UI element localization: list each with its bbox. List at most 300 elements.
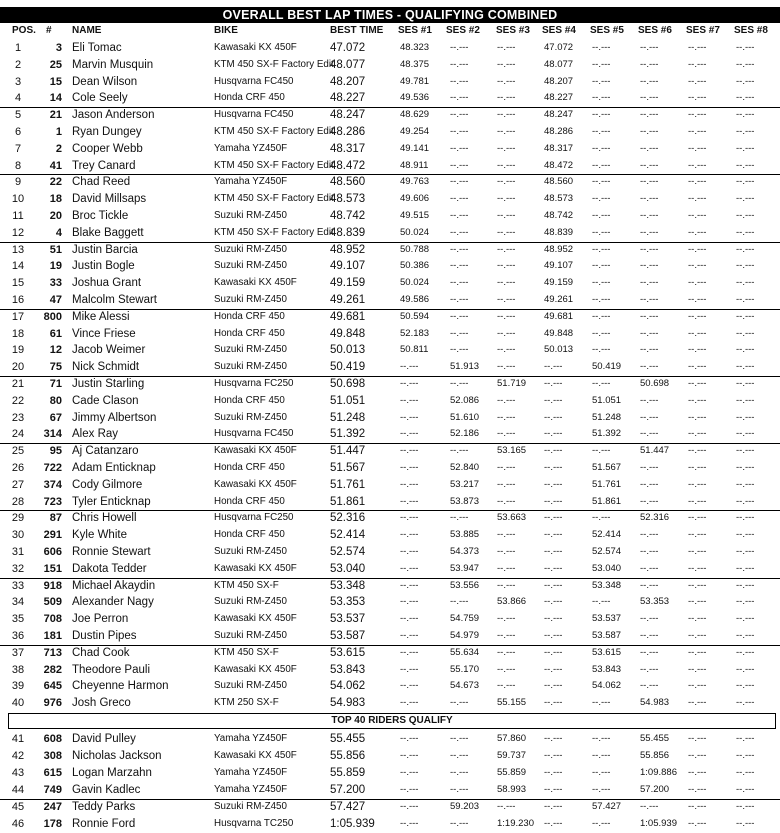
bike-cell: Suzuki RM-Z450 <box>214 680 287 692</box>
rider-number-cell: 80 <box>49 394 62 407</box>
session-4-cell: 49.681 <box>544 310 574 322</box>
session-8-cell: --.--- <box>736 817 755 829</box>
rider-name-cell: Nicholas Jackson <box>72 749 162 762</box>
session-7-cell: --.--- <box>688 361 707 373</box>
rider-name-cell: Ryan Dungey <box>72 126 142 138</box>
session-4-cell: --.--- <box>544 733 563 744</box>
rider-name-cell: Joshua Grant <box>72 277 142 290</box>
session-8-cell: --.--- <box>736 579 755 591</box>
session-2-cell: --.--- <box>450 512 469 524</box>
rider-name-cell: Justin Starling <box>72 378 145 390</box>
header-ses7: SES #7 <box>686 25 720 36</box>
header-ses1: SES #1 <box>398 25 432 36</box>
session-6-cell: --.--- <box>640 646 659 658</box>
session-7-cell: --.--- <box>688 159 707 171</box>
table-row <box>0 544 780 561</box>
session-7-cell: --.--- <box>688 749 707 761</box>
session-8-cell: --.--- <box>736 260 755 272</box>
bike-cell: Kawasaki KX 450F <box>214 749 297 761</box>
session-4-cell: 48.742 <box>544 210 574 221</box>
rider-number-cell: 22 <box>49 176 62 189</box>
session-2-cell: --.--- <box>450 697 469 709</box>
session-1-cell: --.--- <box>400 445 419 457</box>
position-cell: 7 <box>14 142 22 155</box>
session-7-cell: --.--- <box>688 783 707 795</box>
table-row <box>0 628 780 645</box>
session-3-cell: 57.860 <box>497 733 527 744</box>
session-5-cell: --.--- <box>592 294 611 305</box>
position-cell: 2 <box>14 58 22 71</box>
rider-number-cell: 151 <box>43 562 62 575</box>
session-1-cell: 49.141 <box>400 142 430 154</box>
table-row <box>0 460 780 477</box>
position-cell: 22 <box>11 394 25 407</box>
rider-number-cell: 20 <box>49 210 62 222</box>
session-8-cell: --.--- <box>736 210 755 221</box>
session-4-cell: 48.472 <box>544 159 574 171</box>
session-7-cell: --.--- <box>688 529 707 541</box>
session-3-cell: --.--- <box>497 579 516 591</box>
session-3-cell: 51.719 <box>497 378 527 389</box>
session-5-cell: --.--- <box>592 817 611 829</box>
bike-cell: KTM 450 SX-F <box>214 579 279 591</box>
rider-name-cell: Justin Bogle <box>72 260 135 273</box>
rider-number-cell: 15 <box>49 75 62 88</box>
position-cell: 11 <box>12 210 24 222</box>
session-2-cell: --.--- <box>450 733 469 744</box>
session-1-cell: --.--- <box>400 512 419 524</box>
position-cell: 1 <box>14 42 22 54</box>
session-8-cell: --.--- <box>736 294 755 305</box>
bike-cell: Honda CRF 450 <box>214 327 285 339</box>
session-4-cell: --.--- <box>544 800 563 812</box>
session-5-cell: 51.861 <box>592 495 622 507</box>
session-1-cell: 50.386 <box>400 260 430 272</box>
session-7-cell: --.--- <box>688 243 707 255</box>
session-8-cell: --.--- <box>736 529 755 541</box>
rider-name-cell: Joe Perron <box>72 613 129 626</box>
session-2-cell: --.--- <box>450 226 469 238</box>
session-8-cell: --.--- <box>736 394 755 406</box>
bike-cell: Yamaha YZ450F <box>214 733 288 744</box>
session-1-cell: --.--- <box>400 680 419 692</box>
table-row <box>0 275 780 292</box>
session-7-cell: --.--- <box>688 260 707 272</box>
session-1-cell: --.--- <box>400 646 419 658</box>
session-3-cell: 55.859 <box>497 766 527 778</box>
session-5-cell: --.--- <box>592 310 611 322</box>
session-3-cell: --.--- <box>497 58 516 70</box>
session-7-cell: --.--- <box>688 142 707 154</box>
session-2-cell: 53.947 <box>450 562 480 574</box>
table-row <box>0 174 780 191</box>
table-row <box>0 376 780 393</box>
session-4-cell: 49.107 <box>544 260 574 272</box>
best-time-cell: 48.247 <box>330 109 366 122</box>
session-4-cell: 48.247 <box>544 109 574 121</box>
session-1-cell: 49.586 <box>400 294 430 305</box>
bike-cell: Husqvarna FC250 <box>214 378 294 389</box>
session-8-cell: --.--- <box>736 310 755 322</box>
session-4-cell: --.--- <box>544 378 563 389</box>
session-3-cell: --.--- <box>497 277 516 289</box>
session-6-cell: --.--- <box>640 546 659 557</box>
session-8-cell: --.--- <box>736 613 755 625</box>
rider-number-cell: 314 <box>43 428 62 441</box>
rider-name-cell: Aj Catanzaro <box>72 445 139 458</box>
session-8-cell: --.--- <box>736 697 755 709</box>
bike-cell: KTM 450 SX-F <box>214 646 279 658</box>
best-time-cell: 48.560 <box>330 176 366 189</box>
session-5-cell: --.--- <box>592 749 611 761</box>
rider-number-cell: 14 <box>49 92 62 105</box>
session-2-cell: 54.673 <box>450 680 480 692</box>
bike-cell: Suzuki RM-Z450 <box>214 411 287 423</box>
session-3-cell: --.--- <box>497 680 516 692</box>
rider-number-cell: 18 <box>49 193 62 206</box>
table-row <box>0 578 780 595</box>
session-2-cell: --.--- <box>450 596 469 608</box>
session-5-cell: --.--- <box>592 327 611 339</box>
table-row <box>0 107 780 124</box>
session-5-cell: 53.615 <box>592 646 622 658</box>
session-3-cell: --.--- <box>497 92 516 104</box>
bike-cell: Honda CRF 450 <box>214 495 285 507</box>
session-5-cell: --.--- <box>592 58 611 70</box>
position-cell: 34 <box>11 596 25 609</box>
session-5-cell: 57.427 <box>592 800 622 812</box>
session-3-cell: --.--- <box>497 327 516 339</box>
table-row <box>0 191 780 208</box>
best-time-cell: 54.983 <box>330 697 366 710</box>
session-3-cell: --.--- <box>497 394 516 406</box>
session-4-cell: --.--- <box>544 817 563 829</box>
session-2-cell: --.--- <box>450 344 469 356</box>
best-time-cell: 49.159 <box>330 277 366 290</box>
table-row <box>0 611 780 628</box>
session-2-cell: --.--- <box>450 75 469 87</box>
session-2-cell: --.--- <box>450 766 469 778</box>
session-6-cell: --.--- <box>640 126 659 137</box>
session-4-cell: 48.207 <box>544 75 574 87</box>
session-6-cell: --.--- <box>640 75 659 87</box>
session-3-cell: --.--- <box>497 546 516 557</box>
best-time-cell: 53.537 <box>330 613 366 626</box>
session-8-cell: --.--- <box>736 411 755 423</box>
session-7-cell: --.--- <box>688 680 707 692</box>
rider-name-cell: Trey Canard <box>72 159 136 172</box>
rider-number-cell: 800 <box>43 310 62 323</box>
session-7-cell: --.--- <box>688 546 707 557</box>
session-6-cell: --.--- <box>640 294 659 305</box>
session-7-cell: --.--- <box>688 294 707 305</box>
session-4-cell: 48.839 <box>544 226 574 238</box>
session-6-cell: 55.455 <box>640 733 670 744</box>
bike-cell: Suzuki RM-Z450 <box>214 243 287 255</box>
session-2-cell: --.--- <box>450 243 469 255</box>
position-cell: 32 <box>11 562 25 575</box>
bike-cell: Suzuki RM-Z450 <box>214 630 287 641</box>
table-row <box>0 141 780 158</box>
session-8-cell: --.--- <box>736 361 755 373</box>
session-3-cell: --.--- <box>497 226 516 238</box>
session-2-cell: --.--- <box>450 277 469 289</box>
table-row <box>0 208 780 225</box>
rider-name-cell: Chad Reed <box>72 176 131 189</box>
session-2-cell: --.--- <box>450 445 469 457</box>
rider-name-cell: Marvin Musquin <box>72 58 154 71</box>
bike-cell: Husqvarna FC450 <box>214 428 294 440</box>
position-cell: 13 <box>11 243 25 256</box>
best-time-cell: 48.839 <box>330 226 366 239</box>
session-1-cell: 49.763 <box>400 176 430 188</box>
session-8-cell: --.--- <box>736 478 755 490</box>
rider-number-cell: 95 <box>49 445 62 458</box>
session-2-cell: 55.634 <box>450 646 480 658</box>
table-row <box>0 510 780 527</box>
rider-name-cell: David Pulley <box>72 733 136 745</box>
header-name: NAME <box>72 25 102 36</box>
session-5-cell: --.--- <box>592 344 611 356</box>
table-row <box>0 527 780 544</box>
bike-cell: Suzuki RM-Z450 <box>214 800 287 812</box>
session-5-cell: --.--- <box>592 512 611 524</box>
session-7-cell: --.--- <box>688 630 707 641</box>
rider-number-cell: 606 <box>43 546 62 558</box>
bike-cell: Kawasaki KX 450F <box>214 613 297 625</box>
session-7-cell: --.--- <box>688 613 707 625</box>
session-8-cell: --.--- <box>736 800 755 812</box>
position-cell: 35 <box>11 613 25 626</box>
header-bike: BIKE <box>214 25 238 36</box>
session-4-cell: 48.317 <box>544 142 574 154</box>
session-8-cell: --.--- <box>736 680 755 692</box>
position-cell: 24 <box>11 428 25 441</box>
rider-name-cell: Logan Marzahn <box>72 766 152 779</box>
rider-name-cell: Dustin Pipes <box>72 630 137 642</box>
table-row <box>0 225 780 242</box>
session-4-cell: 49.261 <box>544 294 574 305</box>
header-ses6: SES #6 <box>638 25 672 36</box>
session-1-cell: 48.375 <box>400 58 430 70</box>
rider-number-cell: 918 <box>43 579 62 592</box>
best-time-cell: 51.248 <box>330 411 366 424</box>
rider-name-cell: Mike Alessi <box>72 310 130 323</box>
table-row <box>0 748 780 765</box>
rider-name-cell: Theodore Pauli <box>72 663 150 676</box>
session-7-cell: --.--- <box>688 817 707 829</box>
session-5-cell: --.--- <box>592 193 611 205</box>
table-row <box>0 494 780 511</box>
rider-number-cell: 723 <box>43 495 62 508</box>
best-time-cell: 48.317 <box>330 142 366 155</box>
rider-name-cell: Broc Tickle <box>72 210 129 222</box>
session-5-cell: 51.761 <box>592 478 622 490</box>
session-1-cell: --.--- <box>400 529 419 541</box>
session-4-cell: --.--- <box>544 411 563 423</box>
session-2-cell: --.--- <box>450 783 469 795</box>
session-3-cell: --.--- <box>497 361 516 373</box>
session-1-cell: 52.183 <box>400 327 430 339</box>
position-cell: 6 <box>14 126 22 138</box>
best-time-cell: 57.427 <box>330 800 366 813</box>
bike-cell: Husqvarna FC450 <box>214 75 294 87</box>
session-1-cell: 48.323 <box>400 42 430 53</box>
session-4-cell: --.--- <box>544 394 563 406</box>
session-6-cell: --.--- <box>640 529 659 541</box>
best-time-cell: 50.698 <box>330 378 366 390</box>
bike-cell: Suzuki RM-Z450 <box>214 260 287 272</box>
session-7-cell: --.--- <box>688 226 707 238</box>
session-5-cell: 53.843 <box>592 663 622 675</box>
rider-number-cell: 181 <box>43 630 62 642</box>
session-2-cell: --.--- <box>450 142 469 154</box>
session-7-cell: --.--- <box>688 344 707 356</box>
bike-cell: KTM 450 SX-F Factory Edit <box>214 159 334 171</box>
session-4-cell: 48.227 <box>544 92 574 104</box>
session-5-cell: --.--- <box>592 109 611 121</box>
session-3-cell: --.--- <box>497 529 516 541</box>
rider-name-cell: Cade Clason <box>72 394 139 407</box>
session-3-cell: --.--- <box>497 193 516 205</box>
session-8-cell: --.--- <box>736 58 755 70</box>
session-7-cell: --.--- <box>688 766 707 778</box>
best-time-cell: 51.392 <box>330 428 366 441</box>
position-cell: 12 <box>11 226 25 239</box>
bike-cell: Kawasaki KX 450F <box>214 277 297 289</box>
session-7-cell: --.--- <box>688 733 707 744</box>
table-row <box>0 443 780 460</box>
bike-cell: Kawasaki KX 450F <box>214 478 297 490</box>
session-4-cell: --.--- <box>544 749 563 761</box>
table-row <box>0 662 780 679</box>
position-cell: 40 <box>11 697 25 710</box>
best-time-cell: 53.615 <box>330 646 366 659</box>
rider-number-cell: 87 <box>49 512 62 525</box>
position-cell: 33 <box>11 579 25 592</box>
session-2-cell: --.--- <box>450 193 469 205</box>
best-time-cell: 1:05.939 <box>330 817 375 830</box>
position-cell: 30 <box>11 529 25 542</box>
session-8-cell: --.--- <box>736 126 755 137</box>
session-4-cell: --.--- <box>544 445 563 457</box>
session-4-cell: --.--- <box>544 579 563 591</box>
session-3-cell: --.--- <box>497 411 516 423</box>
session-6-cell: --.--- <box>640 176 659 188</box>
best-time-cell: 57.200 <box>330 783 366 796</box>
session-3-cell: 59.737 <box>497 749 527 761</box>
best-time-cell: 47.072 <box>330 42 366 54</box>
bike-cell: KTM 450 SX-F Factory Edit <box>214 226 334 238</box>
best-time-cell: 49.848 <box>330 327 366 340</box>
session-6-cell: --.--- <box>640 327 659 339</box>
session-5-cell: 52.574 <box>592 546 622 557</box>
bike-cell: Kawasaki KX 450F <box>214 562 297 574</box>
session-2-cell: 53.556 <box>450 579 480 591</box>
position-cell: 38 <box>11 663 25 676</box>
session-6-cell: --.--- <box>640 478 659 490</box>
session-1-cell: 49.254 <box>400 126 430 137</box>
session-1-cell: --.--- <box>400 579 419 591</box>
rider-name-cell: Alex Ray <box>72 428 119 441</box>
session-6-cell: --.--- <box>640 462 659 473</box>
session-8-cell: --.--- <box>736 327 755 339</box>
session-6-cell: --.--- <box>640 361 659 373</box>
session-8-cell: --.--- <box>736 378 755 389</box>
session-1-cell: 50.024 <box>400 226 430 238</box>
rider-number-cell: 33 <box>49 277 62 290</box>
position-cell: 41 <box>11 733 25 745</box>
rider-name-cell: Alexander Nagy <box>72 596 154 609</box>
session-6-cell: --.--- <box>640 142 659 154</box>
session-4-cell: --.--- <box>544 697 563 709</box>
session-5-cell: --.--- <box>592 277 611 289</box>
table-row <box>0 258 780 275</box>
session-5-cell: --.--- <box>592 142 611 154</box>
rider-number-cell: 291 <box>43 529 62 542</box>
position-cell: 46 <box>11 817 25 830</box>
session-1-cell: 50.024 <box>400 277 430 289</box>
session-7-cell: --.--- <box>688 327 707 339</box>
best-time-cell: 50.419 <box>330 361 366 374</box>
position-cell: 31 <box>11 546 25 558</box>
session-1-cell: --.--- <box>400 800 419 812</box>
session-5-cell: 53.587 <box>592 630 622 641</box>
session-6-cell: 55.856 <box>640 749 670 761</box>
table-row <box>0 816 780 833</box>
position-cell: 14 <box>11 260 25 273</box>
session-8-cell: --.--- <box>736 766 755 778</box>
session-7-cell: --.--- <box>688 646 707 658</box>
table-row <box>0 359 780 376</box>
session-6-cell: --.--- <box>640 562 659 574</box>
rider-name-cell: Gavin Kadlec <box>72 783 141 796</box>
session-8-cell: --.--- <box>736 749 755 761</box>
session-6-cell: --.--- <box>640 92 659 104</box>
best-time-cell: 55.455 <box>330 733 366 745</box>
rider-number-cell: 708 <box>43 613 62 626</box>
rider-name-cell: Malcolm Stewart <box>72 294 157 306</box>
session-6-cell: --.--- <box>640 277 659 289</box>
bike-cell: Husqvarna FC250 <box>214 512 294 524</box>
rider-name-cell: Jacob Weimer <box>72 344 146 357</box>
session-4-cell: --.--- <box>544 478 563 490</box>
session-1-cell: 49.515 <box>400 210 430 221</box>
session-6-cell: --.--- <box>640 411 659 423</box>
session-6-cell: 52.316 <box>640 512 670 524</box>
session-3-cell: --.--- <box>497 176 516 188</box>
session-1-cell: --.--- <box>400 733 419 744</box>
session-8-cell: --.--- <box>736 462 755 473</box>
session-7-cell: --.--- <box>688 58 707 70</box>
session-4-cell: --.--- <box>544 428 563 440</box>
session-8-cell: --.--- <box>736 159 755 171</box>
table-row <box>0 645 780 662</box>
qualify-banner: TOP 40 RIDERS QUALIFY <box>8 713 776 729</box>
session-2-cell: --.--- <box>450 817 469 829</box>
table-row <box>0 426 780 443</box>
session-1-cell: --.--- <box>400 361 419 373</box>
table-row <box>0 90 780 107</box>
session-1-cell: 48.629 <box>400 109 430 121</box>
session-2-cell: --.--- <box>450 294 469 305</box>
session-3-cell: --.--- <box>497 646 516 658</box>
position-cell: 37 <box>11 646 25 659</box>
session-3-cell: 53.165 <box>497 445 527 457</box>
position-cell: 19 <box>11 344 25 357</box>
session-5-cell: --.--- <box>592 243 611 255</box>
session-4-cell: 50.013 <box>544 344 574 356</box>
